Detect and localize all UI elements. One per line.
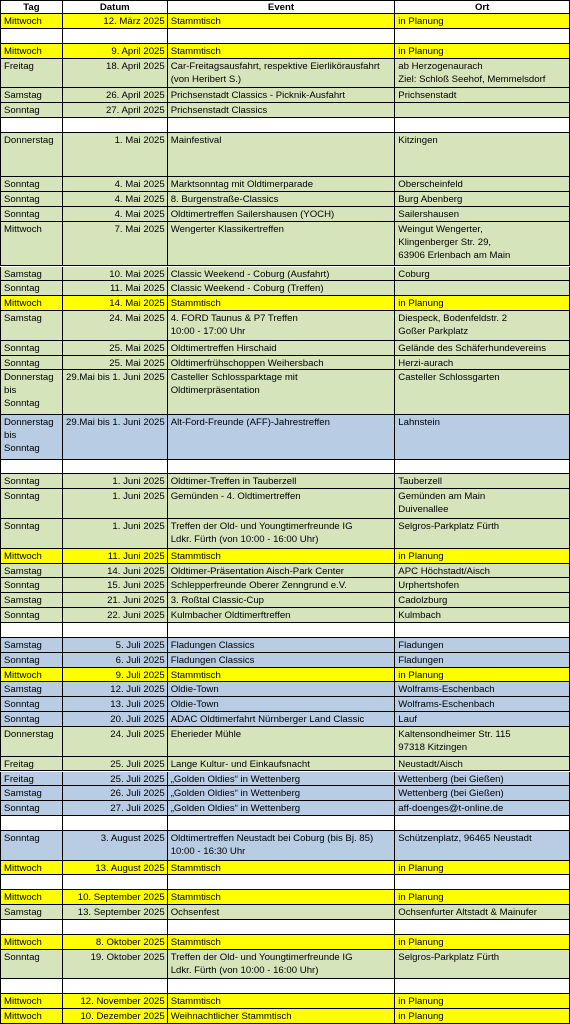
cell-ort: Selgros-Parkplatz Fürth <box>395 950 570 979</box>
table-row <box>0 192 570 207</box>
cell-ort: Urphertshofen <box>395 578 570 592</box>
cell-event: Weihnachtlicher Stammtisch <box>168 1009 396 1023</box>
cell-datum: 26. April 2025 <box>63 88 168 102</box>
cell-datum: 22. Juni 2025 <box>63 608 168 622</box>
cell-tag: Donnerstag bis Sonntag <box>1 415 63 459</box>
cell-datum: 19. Oktober 2025 <box>63 950 168 979</box>
cell-datum: 1. Juni 2025 <box>63 489 168 518</box>
cell-event <box>168 460 396 474</box>
table-row <box>0 207 570 222</box>
cell-tag: Samstag <box>1 564 63 578</box>
cell-tag: Sonntag <box>1 474 63 488</box>
cell-event <box>168 875 396 889</box>
cell-ort: Selgros-Parkplatz Fürth <box>395 519 570 548</box>
cell-event: Stammtisch <box>168 668 396 682</box>
cell-ort: Cadolzburg <box>395 593 570 607</box>
cell-ort: Casteller Schlossgarten <box>395 370 570 414</box>
cell-ort <box>395 816 570 830</box>
cell-tag: Mittwoch <box>1 296 63 310</box>
cell-ort: in Planung <box>395 935 570 949</box>
cell-tag <box>1 118 63 132</box>
cell-ort <box>395 29 570 43</box>
cell-event: Schlepperfreunde Oberer Zenngrund e.V. <box>168 578 396 592</box>
cell-tag: Samstag <box>1 786 63 800</box>
table-row <box>0 549 570 564</box>
header-ort: Ort <box>395 1 570 13</box>
cell-event: Oldie-Town <box>168 697 396 711</box>
table-row <box>0 281 570 296</box>
table-row <box>0 489 570 519</box>
cell-tag: Sonntag <box>1 192 63 206</box>
cell-datum: 4. Mai 2025 <box>63 192 168 206</box>
table-row <box>0 519 570 549</box>
table-row <box>0 1009 570 1024</box>
cell-ort <box>395 623 570 637</box>
cell-datum: 14. Mai 2025 <box>63 296 168 310</box>
cell-event: Stammtisch <box>168 861 396 875</box>
cell-tag: Mittwoch <box>1 668 63 682</box>
cell-datum: 12. November 2025 <box>63 994 168 1008</box>
table-row <box>0 682 570 697</box>
cell-ort: Kitzingen <box>395 133 570 177</box>
cell-tag: Sonntag <box>1 356 63 370</box>
table-row <box>0 59 570 89</box>
table-row <box>0 593 570 608</box>
cell-tag: Samstag <box>1 88 63 102</box>
cell-event: Classic Weekend - Coburg (Treffen) <box>168 281 396 295</box>
cell-ort: Burg Abenberg <box>395 192 570 206</box>
cell-ort: in Planung <box>395 861 570 875</box>
cell-tag: Mittwoch <box>1 994 63 1008</box>
cell-datum: 6. Juli 2025 <box>63 653 168 667</box>
cell-datum: 14. Juni 2025 <box>63 564 168 578</box>
cell-event: „Golden Oldies“ in Wettenberg <box>168 772 396 786</box>
cell-datum: 13. August 2025 <box>63 861 168 875</box>
cell-event: ADAC Oldtimerfahrt Nürnberger Land Classic <box>168 712 396 726</box>
table-row <box>0 712 570 727</box>
cell-datum: 29.Mai bis 1. Juni 2025 <box>63 370 168 414</box>
cell-tag: Sonntag <box>1 207 63 221</box>
cell-ort: Fladungen <box>395 638 570 652</box>
cell-datum: 20. Juli 2025 <box>63 712 168 726</box>
cell-datum: 29.Mai bis 1. Juni 2025 <box>63 415 168 459</box>
cell-tag: Donnerstag <box>1 727 63 756</box>
cell-datum: 8. Oktober 2025 <box>63 935 168 949</box>
header-event: Event <box>168 1 396 13</box>
cell-ort <box>395 281 570 295</box>
cell-ort <box>395 920 570 934</box>
cell-datum: 11. Juni 2025 <box>63 549 168 563</box>
cell-datum: 27. Juli 2025 <box>63 801 168 815</box>
cell-event: Ochsenfest <box>168 905 396 919</box>
cell-ort: Neustadt/Aisch <box>395 757 570 771</box>
cell-datum <box>63 29 168 43</box>
cell-ort: in Planung <box>395 296 570 310</box>
table-row <box>0 118 570 133</box>
cell-ort <box>395 979 570 993</box>
cell-event: Marktsonntag mit Oldtimerparade <box>168 177 396 191</box>
cell-datum: 9. April 2025 <box>63 44 168 58</box>
cell-ort: aff-doenges@t-online.de <box>395 801 570 815</box>
table-row <box>0 474 570 489</box>
cell-ort: Wettenberg (bei Gießen) <box>395 786 570 800</box>
cell-tag: Samstag <box>1 311 63 340</box>
cell-ort: Diespeck, Bodenfeldstr. 2 Goßer Parkplatz <box>395 311 570 340</box>
cell-event: Oldtimertreffen Hirschaid <box>168 341 396 355</box>
cell-event: Kulmbacher Oldtimerftreffen <box>168 608 396 622</box>
cell-ort <box>395 875 570 889</box>
cell-datum: 12. März 2025 <box>63 14 168 28</box>
cell-datum: 24. Juli 2025 <box>63 727 168 756</box>
cell-ort: Weingut Wengerter, Klingenberger Str. 29, 63906 Erlenbach am Main <box>395 222 570 266</box>
cell-tag: Mittwoch <box>1 890 63 904</box>
cell-datum: 4. Mai 2025 <box>63 177 168 191</box>
cell-tag: Mittwoch <box>1 1009 63 1023</box>
table-row <box>0 177 570 192</box>
table-row <box>0 801 570 816</box>
table-row <box>0 608 570 623</box>
cell-datum: 1. Juni 2025 <box>63 519 168 548</box>
cell-ort: in Planung <box>395 14 570 28</box>
table-header <box>0 0 570 14</box>
cell-ort: Tauberzell <box>395 474 570 488</box>
cell-event: Gemünden - 4. Oldtimertreffen <box>168 489 396 518</box>
cell-tag: Mittwoch <box>1 222 63 266</box>
table-row <box>0 772 570 787</box>
cell-tag: Sonntag <box>1 519 63 548</box>
cell-tag: Freitag <box>1 59 63 88</box>
table-row <box>0 296 570 311</box>
cell-event: Oldtimertreffen Neustadt bei Coburg (bis Bj. 85) 10:00 - 16:30 Uhr <box>168 831 396 860</box>
cell-tag <box>1 979 63 993</box>
cell-datum: 9. Juli 2025 <box>63 668 168 682</box>
table-row <box>0 905 570 920</box>
table-row <box>0 994 570 1009</box>
cell-ort: Lahnstein <box>395 415 570 459</box>
table-row <box>0 697 570 712</box>
table-row <box>0 460 570 475</box>
cell-event: Stammtisch <box>168 890 396 904</box>
cell-ort <box>395 103 570 117</box>
cell-ort <box>395 460 570 474</box>
cell-tag: Sonntag <box>1 281 63 295</box>
cell-ort: Wolframs-Eschenbach <box>395 682 570 696</box>
table-row <box>0 757 570 772</box>
cell-tag: Sonntag <box>1 801 63 815</box>
cell-tag: Samstag <box>1 905 63 919</box>
cell-ort: in Planung <box>395 549 570 563</box>
cell-datum: 1. Mai 2025 <box>63 133 168 177</box>
table-row <box>0 311 570 341</box>
table-row <box>0 578 570 593</box>
table-row <box>0 623 570 638</box>
table-row <box>0 29 570 44</box>
cell-datum: 4. Mai 2025 <box>63 207 168 221</box>
cell-datum: 3. August 2025 <box>63 831 168 860</box>
cell-datum <box>63 816 168 830</box>
cell-tag: Sonntag <box>1 697 63 711</box>
cell-tag: Donnerstag <box>1 133 63 177</box>
cell-datum: 10. Dezember 2025 <box>63 1009 168 1023</box>
cell-event: Stammtisch <box>168 935 396 949</box>
cell-datum: 25. Juli 2025 <box>63 757 168 771</box>
cell-event: Stammtisch <box>168 994 396 1008</box>
cell-tag <box>1 460 63 474</box>
table-row <box>0 950 570 980</box>
cell-ort: ab Herzogenaurach Ziel: Schloß Seehof, Memmelsdorf <box>395 59 570 88</box>
cell-datum: 5. Juli 2025 <box>63 638 168 652</box>
cell-event: Lange Kultur- und Einkaufsnacht <box>168 757 396 771</box>
table-row <box>0 875 570 890</box>
cell-ort: Prichsenstadt <box>395 88 570 102</box>
cell-event: Oldtimer-Treffen in Tauberzell <box>168 474 396 488</box>
cell-datum: 11. Mai 2025 <box>63 281 168 295</box>
cell-ort: Gemünden am Main Duivenallee <box>395 489 570 518</box>
cell-tag <box>1 816 63 830</box>
table-row <box>0 979 570 994</box>
cell-event: Fladungen Classics <box>168 638 396 652</box>
cell-tag: Sonntag <box>1 608 63 622</box>
cell-datum <box>63 920 168 934</box>
cell-ort: Fladungen <box>395 653 570 667</box>
cell-ort: Wolframs-Eschenbach <box>395 697 570 711</box>
table-row <box>0 653 570 668</box>
table-row <box>0 831 570 861</box>
cell-event: Alt-Ford-Freunde (AFF)-Jahrestreffen <box>168 415 396 459</box>
cell-event: Stammtisch <box>168 14 396 28</box>
cell-event: Stammtisch <box>168 44 396 58</box>
cell-tag: Mittwoch <box>1 861 63 875</box>
cell-tag: Sonntag <box>1 831 63 860</box>
cell-event <box>168 979 396 993</box>
cell-ort: in Planung <box>395 994 570 1008</box>
cell-ort: in Planung <box>395 1009 570 1023</box>
cell-tag: Mittwoch <box>1 549 63 563</box>
header-datum: Datum <box>63 1 168 13</box>
table-row <box>0 920 570 935</box>
cell-datum: 7. Mai 2025 <box>63 222 168 266</box>
cell-ort: Oberscheinfeld <box>395 177 570 191</box>
cell-ort: in Planung <box>395 890 570 904</box>
cell-ort: in Planung <box>395 44 570 58</box>
header-tag: Tag <box>1 1 63 13</box>
cell-ort: Kaltensondheimer Str. 115 97318 Kitzingen <box>395 727 570 756</box>
cell-event: Car-Freitagsausfahrt, respektive Eierlikörausfahrt (von Heribert S.) <box>168 59 396 88</box>
cell-ort: APC Höchstadt/Aisch <box>395 564 570 578</box>
cell-event: Stammtisch <box>168 549 396 563</box>
cell-tag: Sonntag <box>1 950 63 979</box>
cell-ort: Gelände des Schäferhundevereins <box>395 341 570 355</box>
cell-tag: Sonntag <box>1 103 63 117</box>
cell-datum: 13. Juli 2025 <box>63 697 168 711</box>
table-row <box>0 341 570 356</box>
cell-tag <box>1 29 63 43</box>
cell-event: 3. Roßtal Classic-Cup <box>168 593 396 607</box>
cell-ort: Herzi-aurach <box>395 356 570 370</box>
cell-datum: 13. September 2025 <box>63 905 168 919</box>
cell-event: Mainfestival <box>168 133 396 177</box>
cell-datum: 15. Juni 2025 <box>63 578 168 592</box>
cell-event: 8. Burgenstraße-Classics <box>168 192 396 206</box>
cell-event: „Golden Oldies“ in Wettenberg <box>168 801 396 815</box>
cell-tag <box>1 920 63 934</box>
cell-tag: Freitag <box>1 757 63 771</box>
table-row <box>0 935 570 950</box>
cell-event: Prichsenstadt Classics - Picknik-Ausfahrt <box>168 88 396 102</box>
cell-tag: Donnerstag bis Sonntag <box>1 370 63 414</box>
cell-datum: 25. Juli 2025 <box>63 772 168 786</box>
cell-event: Classic Weekend - Coburg (Ausfahrt) <box>168 267 396 281</box>
cell-datum: 18. April 2025 <box>63 59 168 88</box>
cell-tag: Mittwoch <box>1 935 63 949</box>
cell-tag: Samstag <box>1 593 63 607</box>
cell-event: 4. FORD Taunus & P7 Treffen 10:00 - 17:00 Uhr <box>168 311 396 340</box>
cell-tag <box>1 623 63 637</box>
table-row <box>0 727 570 757</box>
cell-datum: 10. September 2025 <box>63 890 168 904</box>
cell-event: Stammtisch <box>168 296 396 310</box>
cell-tag: Samstag <box>1 682 63 696</box>
table-row <box>0 415 570 460</box>
cell-event <box>168 118 396 132</box>
cell-tag: Sonntag <box>1 341 63 355</box>
cell-datum: 25. Mai 2025 <box>63 356 168 370</box>
cell-datum: 10. Mai 2025 <box>63 267 168 281</box>
cell-ort: Lauf <box>395 712 570 726</box>
cell-datum: 26. Juli 2025 <box>63 786 168 800</box>
table-row <box>0 133 570 178</box>
cell-tag: Sonntag <box>1 489 63 518</box>
cell-ort: Schützenplatz, 96465 Neustadt <box>395 831 570 860</box>
table-row <box>0 103 570 118</box>
cell-tag: Sonntag <box>1 177 63 191</box>
cell-ort: Wettenberg (bei Gießen) <box>395 772 570 786</box>
cell-datum <box>63 979 168 993</box>
cell-event <box>168 920 396 934</box>
cell-ort: Coburg <box>395 267 570 281</box>
cell-ort: in Planung <box>395 668 570 682</box>
cell-event: Wengerter Klassikertreffen <box>168 222 396 266</box>
table-row <box>0 88 570 103</box>
table-row <box>0 267 570 282</box>
cell-event: Prichsenstadt Classics <box>168 103 396 117</box>
table-row <box>0 786 570 801</box>
table-row <box>0 370 570 415</box>
table-row <box>0 861 570 876</box>
cell-datum: 1. Juni 2025 <box>63 474 168 488</box>
cell-tag: Samstag <box>1 267 63 281</box>
cell-event: Casteller Schlossparktage mit Oldtimerpräsentation <box>168 370 396 414</box>
cell-event: „Golden Oldies“ in Wettenberg <box>168 786 396 800</box>
table-row <box>0 222 570 267</box>
cell-datum <box>63 460 168 474</box>
table-row <box>0 44 570 59</box>
cell-ort: Kulmbach <box>395 608 570 622</box>
cell-datum: 21. Juni 2025 <box>63 593 168 607</box>
cell-tag: Sonntag <box>1 712 63 726</box>
table-row <box>0 668 570 683</box>
cell-event: Oldtimertreffen Sailershausen (YOCH) <box>168 207 396 221</box>
cell-datum: 27. April 2025 <box>63 103 168 117</box>
cell-event: Treffen der Old- und Youngtimerfreunde IG Ldkr. Fürth (von 10:00 - 16:00 Uhr) <box>168 950 396 979</box>
cell-tag: Mittwoch <box>1 14 63 28</box>
cell-tag: Sonntag <box>1 653 63 667</box>
cell-event <box>168 623 396 637</box>
cell-event: Oldie-Town <box>168 682 396 696</box>
cell-ort: Ochsenfurter Altstadt & Mainufer <box>395 905 570 919</box>
cell-ort: Sailershausen <box>395 207 570 221</box>
cell-event: Fladungen Classics <box>168 653 396 667</box>
cell-datum: 25. Mai 2025 <box>63 341 168 355</box>
cell-tag: Mittwoch <box>1 44 63 58</box>
cell-event: Oldtimerfrühschoppen Weihersbach <box>168 356 396 370</box>
table-row <box>0 638 570 653</box>
cell-datum <box>63 875 168 889</box>
cell-datum <box>63 118 168 132</box>
cell-tag: Sonntag <box>1 578 63 592</box>
cell-event: Treffen der Old- und Youngtimerfreunde IG Ldkr. Fürth (von 10:00 - 16:00 Uhr) <box>168 519 396 548</box>
table-row <box>0 890 570 905</box>
cell-tag: Freitag <box>1 772 63 786</box>
table-row <box>0 816 570 831</box>
cell-event: Oldtimer-Präsentation Aisch-Park Center <box>168 564 396 578</box>
cell-datum: 24. Mai 2025 <box>63 311 168 340</box>
cell-tag <box>1 875 63 889</box>
cell-ort <box>395 118 570 132</box>
cell-event <box>168 29 396 43</box>
cell-datum <box>63 623 168 637</box>
cell-datum: 12. Juli 2025 <box>63 682 168 696</box>
cell-event: Eherieder Mühle <box>168 727 396 756</box>
table-row <box>0 14 570 29</box>
cell-event <box>168 816 396 830</box>
cell-tag: Samstag <box>1 638 63 652</box>
table-row <box>0 564 570 579</box>
table-row <box>0 356 570 371</box>
